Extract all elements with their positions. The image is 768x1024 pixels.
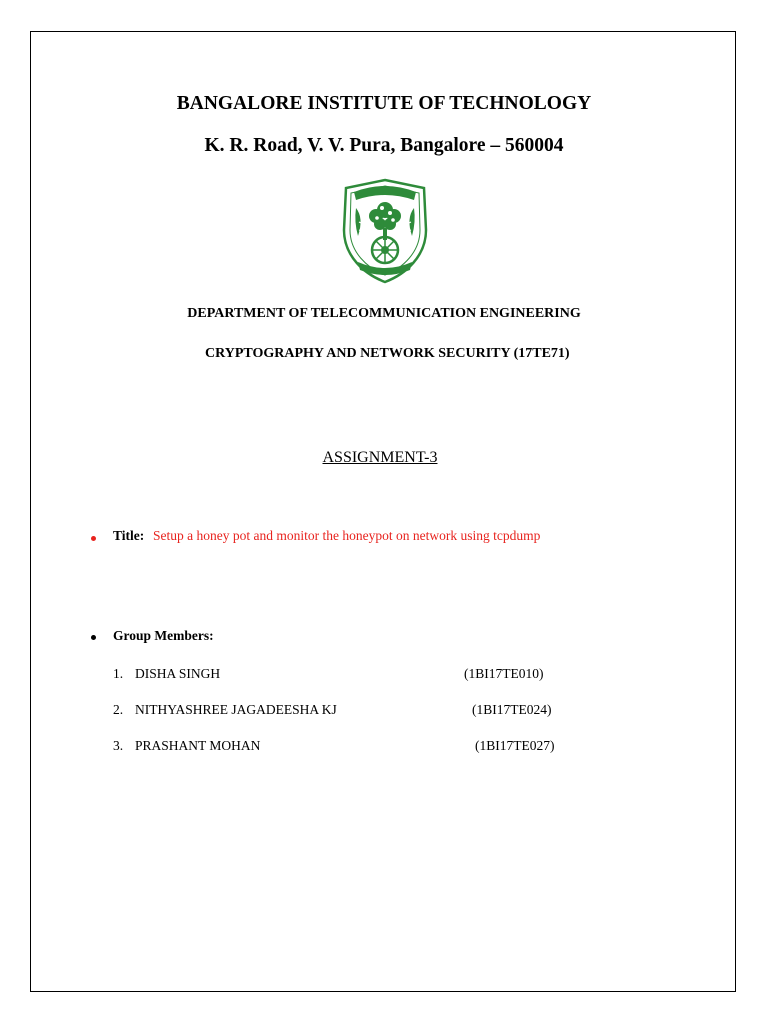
- department-name: DEPARTMENT OF TELECOMMUNICATION ENGINEERING: [187, 306, 581, 321]
- group-members-label: Group Members:: [113, 628, 214, 643]
- bullet-icon: [91, 635, 96, 640]
- bullet-icon: [91, 536, 96, 541]
- member-id: (1BI17TE027): [475, 738, 555, 753]
- member-number: 1.: [113, 666, 124, 681]
- course-name: CRYPTOGRAPHY AND NETWORK SECURITY (17TE71): [205, 346, 570, 361]
- member-id: (1BI17TE010): [464, 666, 544, 681]
- member-number: 3.: [113, 738, 124, 753]
- member-name: DISHA SINGH: [135, 666, 221, 681]
- institute-emblem-icon: [340, 178, 430, 284]
- member-id: (1BI17TE024): [472, 702, 552, 717]
- institution-name: BANGALORE INSTITUTE OF TECHNOLOGY: [176, 93, 592, 114]
- member-name: PRASHANT MOHAN: [135, 738, 261, 753]
- title-text: Setup a honey pot and monitor the honeypot on network using tcpdump: [153, 528, 541, 543]
- title-label: Title:: [113, 528, 145, 543]
- member-name: NITHYASHREE JAGADEESHA KJ: [135, 702, 337, 717]
- institution-address: K. R. Road, V. V. Pura, Bangalore – 560004: [204, 135, 564, 156]
- page-border: [30, 31, 736, 992]
- assignment-heading: ASSIGNMENT-3: [322, 449, 438, 466]
- member-number: 2.: [113, 702, 124, 717]
